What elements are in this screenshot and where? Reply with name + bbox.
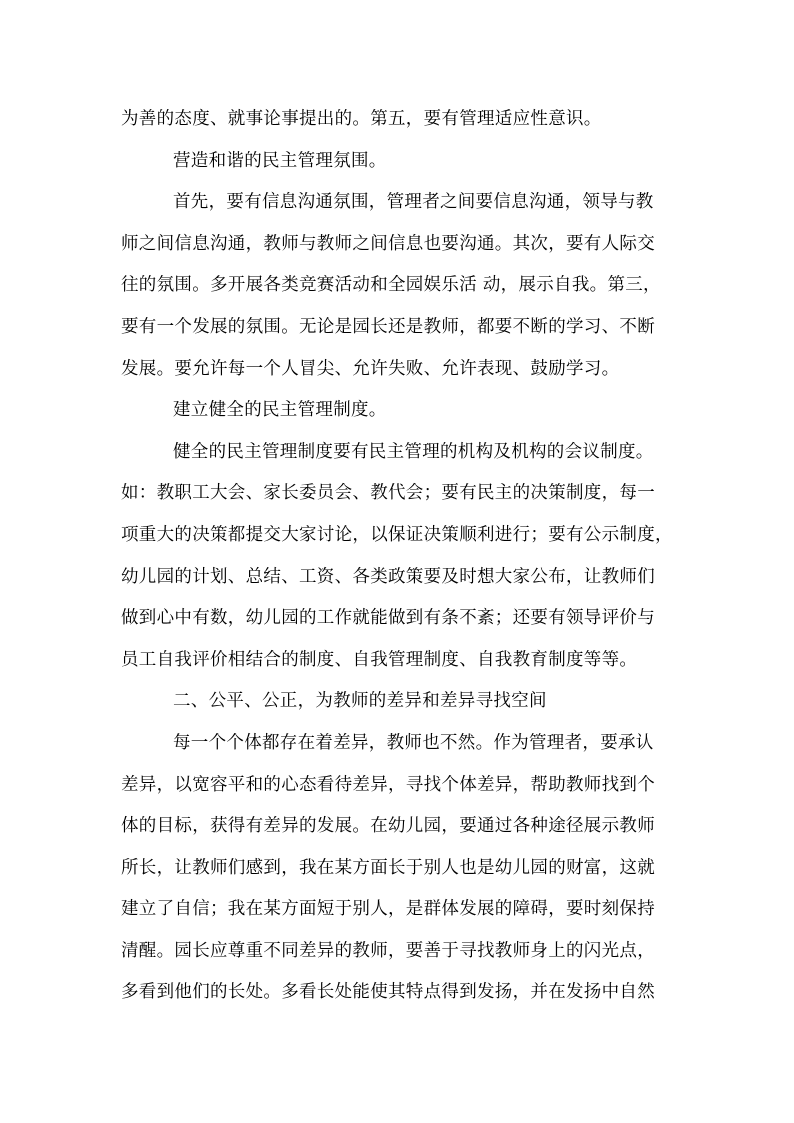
text-line: 如：教职工大会、家长委员会、教代会；要有民主的决策制度，每一 [121,483,655,504]
section-heading: 二、公平、公正，为教师的差异和差异寻找空间 [173,691,547,712]
text-line: 往的氛围。多开展各类竞赛活动和全园娱乐活 动，展示自我。第三， [121,275,661,296]
text-line: 项重大的决策都提交大家讨论，以保证决策顺利进行；要有公示制度， [121,524,673,545]
body-text [121,99,677,1014]
text-line: 员工自我评价相结合的制度、自我管理制度、自我教育制度等等。 [121,649,638,670]
text-line: 所长，让教师们感到，我在某方面长于别人也是幼儿园的财富，这就 [121,857,655,878]
text-line: 体的目标，获得有差异的发展。在幼儿园，要通过各种途径展示教师 [121,816,655,837]
text-line: 每一个个体都存在着差异，教师也不然。作为管理者，要承认 [173,732,654,753]
text-line: 要有一个发展的氛围。无论是园长还是教师，都要不断的学习、不断 [121,316,655,337]
text-line: 首先，要有信息沟通氛围，管理者之间要信息沟通，领导与教 [173,192,654,213]
text-line: 做到心中有数，幼儿园的工作就能做到有条不紊；还要有领导评价与 [121,608,655,629]
text-line: 师之间信息沟通，教师与教师之间信息也要沟通。其次，要有人际交 [121,233,655,254]
text-line: 幼儿园的计划、总结、工资、各类政策要及时想大家公布，让教师们 [121,566,655,587]
section-heading: 营造和谐的民主管理氛围。 [173,150,387,171]
section-heading: 建立健全的民主管理制度。 [173,400,387,421]
text-line: 差异，以宽容平和的心态看待差异，寻找个体差异，帮助教师找到个 [121,774,655,795]
text-line: 建立了自信；我在某方面短于别人，是群体发展的障碍，要时刻保持 [121,899,655,920]
text-line: 为善的态度、就事论事提出的。第五，要有管理适应性意识。 [121,109,602,129]
text-line: 清醒。园长应尊重不同差异的教师，要善于寻找教师身上的闪光点， [121,940,655,961]
text-line: 发展。要允许每一个人冒尖、允许失败、允许表现、鼓励学习。 [121,358,620,379]
text-line: 健全的民主管理制度要有民主管理的机构及机构的会议制度。 [173,441,654,462]
text-line: 多看到他们的长处。多看长处能使其特点得到发扬，并在发扬中自然 [121,982,655,1003]
